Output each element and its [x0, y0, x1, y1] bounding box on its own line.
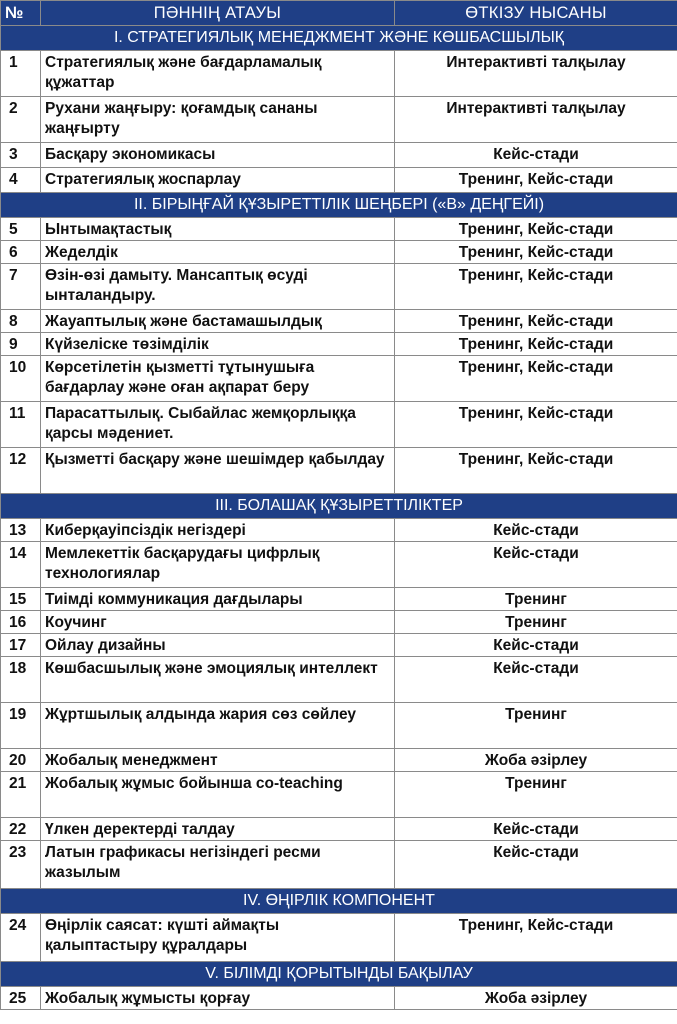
row-number: 7 — [1, 264, 41, 310]
row-number: 16 — [1, 611, 41, 634]
table-row — [1, 818, 677, 841]
row-number: 2 — [1, 97, 41, 143]
row-number: 4 — [1, 168, 41, 193]
row-form: Тренинг — [395, 611, 677, 634]
row-form: Тренинг, Кейс-стади — [395, 448, 677, 494]
row-number: 18 — [1, 657, 41, 703]
row-number: 1 — [1, 51, 41, 97]
row-number: 22 — [1, 818, 41, 841]
row-form: Кейс-стади — [395, 841, 677, 889]
table-row — [1, 168, 677, 193]
row-number: 17 — [1, 634, 41, 657]
table-header-row — [1, 1, 677, 26]
row-form: Интерактивті талқылау — [395, 51, 677, 97]
table-row — [1, 97, 677, 143]
row-subject: Ынтымақтастық — [41, 218, 395, 241]
row-number: 23 — [1, 841, 41, 889]
row-subject: Мемлекеттік басқарудағы цифрлық технологиялар — [41, 542, 395, 588]
row-number: 13 — [1, 519, 41, 542]
row-form: Тренинг — [395, 772, 677, 818]
table-row — [1, 241, 677, 264]
header-number: № — [1, 1, 41, 26]
row-number: 15 — [1, 588, 41, 611]
table-row — [1, 356, 677, 402]
section-title: IV. ӨҢІРЛІК КОМПОНЕНТ — [1, 889, 677, 914]
row-subject: Көрсетілетін қызметті тұтынушыға бағдарлау және оған ақпарат беру — [41, 356, 395, 402]
table-row — [1, 703, 677, 749]
row-subject: Қызметті басқару және шешімдер қабылдау — [41, 448, 395, 494]
header-delivery-form: ӨТКІЗУ НЫСАНЫ — [395, 1, 677, 26]
row-form: Интерактивті талқылау — [395, 97, 677, 143]
table-row — [1, 143, 677, 168]
row-number: 5 — [1, 218, 41, 241]
row-subject: Басқару экономикасы — [41, 143, 395, 168]
table-row — [1, 519, 677, 542]
row-subject: Көшбасшылық және эмоциялық интеллект — [41, 657, 395, 703]
row-number: 21 — [1, 772, 41, 818]
table-row — [1, 772, 677, 818]
table-row — [1, 402, 677, 448]
table-row — [1, 51, 677, 97]
row-form: Кейс-стади — [395, 143, 677, 168]
row-subject: Латын графикасы негізіндегі ресми жазылым — [41, 841, 395, 889]
table-row — [1, 914, 677, 962]
row-number: 3 — [1, 143, 41, 168]
section-header-row — [1, 26, 677, 51]
row-form: Кейс-стади — [395, 657, 677, 703]
row-form: Тренинг, Кейс-стади — [395, 218, 677, 241]
row-number: 9 — [1, 333, 41, 356]
table-row — [1, 333, 677, 356]
table-row — [1, 588, 677, 611]
row-form: Кейс-стади — [395, 634, 677, 657]
row-form: Кейс-стади — [395, 542, 677, 588]
row-subject: Стратегиялық жоспарлау — [41, 168, 395, 193]
row-form: Тренинг, Кейс-стади — [395, 356, 677, 402]
section-header-row — [1, 962, 677, 987]
table-row — [1, 542, 677, 588]
row-subject: Жобалық жұмысты қорғау — [41, 987, 395, 1010]
row-subject: Ойлау дизайны — [41, 634, 395, 657]
row-subject: Рухани жаңғыру: қоғамдық сананы жаңғырту — [41, 97, 395, 143]
row-number: 6 — [1, 241, 41, 264]
table-row — [1, 310, 677, 333]
table-row — [1, 448, 677, 494]
section-title: III. БОЛАШАҚ ҚҰЗЫРЕТТІЛІКТЕР — [1, 494, 677, 519]
row-subject: Өзін-өзі дамыту. Мансаптық өсуді ынталандыру. — [41, 264, 395, 310]
section-title: II. БІРЫҢҒАЙ ҚҰЗЫРЕТТІЛІК ШЕҢБЕРІ («В» ДЕҢГЕЙІ) — [1, 193, 677, 218]
row-form: Тренинг — [395, 703, 677, 749]
table-row — [1, 987, 677, 1010]
row-number: 25 — [1, 987, 41, 1010]
row-form: Тренинг, Кейс-стади — [395, 914, 677, 962]
section-header-row — [1, 193, 677, 218]
row-subject: Коучинг — [41, 611, 395, 634]
header-subject-name: ПӘННІҢ АТАУЫ — [41, 1, 395, 26]
row-subject: Жауаптылық және бастамашылдық — [41, 310, 395, 333]
row-subject: Күйзеліске төзімділік — [41, 333, 395, 356]
section-title: V. БІЛІМДІ ҚОРЫТЫНДЫ БАҚЫЛАУ — [1, 962, 677, 987]
table-row — [1, 264, 677, 310]
row-subject: Тиімді коммуникация дағдылары — [41, 588, 395, 611]
row-form: Тренинг, Кейс-стади — [395, 264, 677, 310]
row-subject: Парасаттылық. Сыбайлас жемқорлыққа қарсы мәдениет. — [41, 402, 395, 448]
row-form: Жоба әзірлеу — [395, 749, 677, 772]
row-number: 11 — [1, 402, 41, 448]
row-number: 14 — [1, 542, 41, 588]
table-row — [1, 634, 677, 657]
table-row — [1, 611, 677, 634]
row-form: Тренинг, Кейс-стади — [395, 241, 677, 264]
row-subject: Үлкен деректерді талдау — [41, 818, 395, 841]
row-form: Кейс-стади — [395, 519, 677, 542]
row-form: Тренинг — [395, 588, 677, 611]
row-number: 8 — [1, 310, 41, 333]
row-subject: Стратегиялық және бағдарламалық құжаттар — [41, 51, 395, 97]
row-form: Кейс-стади — [395, 818, 677, 841]
row-subject: Өңірлік саясат: күшті аймақты қалыптастыру құралдары — [41, 914, 395, 962]
row-form: Тренинг, Кейс-стади — [395, 402, 677, 448]
row-number: 19 — [1, 703, 41, 749]
row-number: 20 — [1, 749, 41, 772]
row-form: Тренинг, Кейс-стади — [395, 333, 677, 356]
row-number: 24 — [1, 914, 41, 962]
section-header-row — [1, 494, 677, 519]
section-header-row — [1, 889, 677, 914]
table-row — [1, 218, 677, 241]
row-form: Жоба әзірлеу — [395, 987, 677, 1010]
table-row — [1, 749, 677, 772]
row-number: 10 — [1, 356, 41, 402]
row-subject: Киберқауіпсіздік негіздері — [41, 519, 395, 542]
row-form: Тренинг, Кейс-стади — [395, 168, 677, 193]
row-subject: Жеделдік — [41, 241, 395, 264]
section-title: I. СТРАТЕГИЯЛЫҚ МЕНЕДЖМЕНТ ЖӘНЕ КӨШБАСШЫЛЫҚ — [1, 26, 677, 51]
row-subject: Жобалық жұмыс бойынша co-teaching — [41, 772, 395, 818]
table-row — [1, 657, 677, 703]
row-number: 12 — [1, 448, 41, 494]
table-row — [1, 841, 677, 889]
row-subject: Жобалық менеджмент — [41, 749, 395, 772]
row-form: Тренинг, Кейс-стади — [395, 310, 677, 333]
row-subject: Жұртшылық алдында жария сөз сөйлеу — [41, 703, 395, 749]
